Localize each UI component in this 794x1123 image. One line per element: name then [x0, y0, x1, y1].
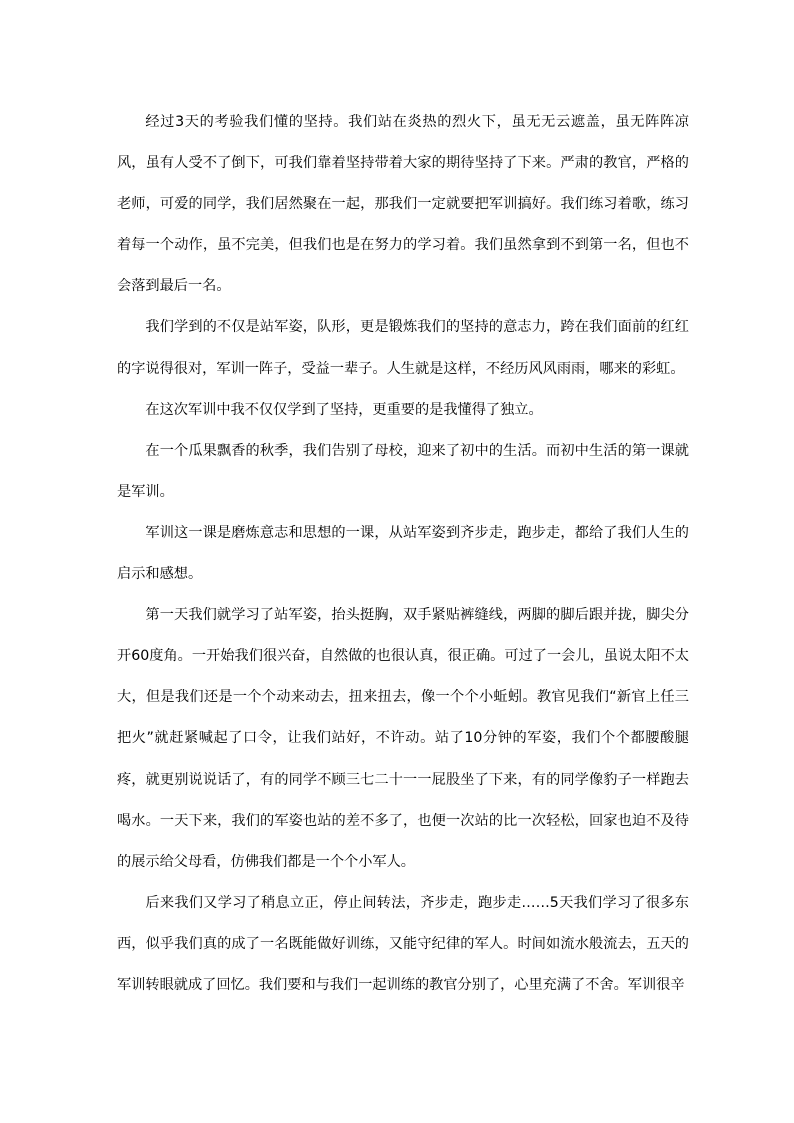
document-body [117, 102, 689, 1006]
paragraph-7: 后来我们又学习了稍息立正，停止间转法，齐步走，跑步走……5天我们学习了很多东西，似乎我们真的成了一名既能做好训练，又能守纪律的军人。时间如流水般流去，五天的军训转眼就成了回忆。我们要和与我们一起训练的教官分别了，心里充满了不舍。军训很辛 [117, 894, 689, 993]
paragraph-4: 在一个瓜果飘香的秋季，我们告别了母校，迎来了初中的生活。而初中生活的第一课就是军训。 [117, 442, 689, 500]
paragraph-3: 在这次军训中我不仅仅学到了坚持，更重要的是我懂得了独立。 [145, 401, 543, 418]
paragraph-1: 经过3天的考验我们懂的坚持。我们站在炎热的烈火下，虽无无云遮盖，虽无阵阵凉风，虽有人受不了倒下，可我们靠着坚持带着大家的期待坚持了下来。严肃的教官，严格的老师，可爱的同学，我们居然聚在一起，那我们一定就要把军训搞好。我们练习着歌，练习着每一个动作，虽不完美，但我们也是在努力的学习着。我们虽然拿到不到第一名，但也不会落到最后一名。 [117, 114, 689, 295]
paragraph-6: 第一天我们就学习了站军姿，抬头挺胸，双手紧贴裤缝线，两脚的脚后跟并拢，脚尖分开60度角。一开始我们很兴奋，自然做的也很认真，很正确。可过了一会儿，虽说太阳不太大，但是我们还是一个个动来动去，扭来扭去，像一个个小蚯蚓。教官见我们“新官上任三把火”就赶紧喊起了口令，让我们站好，不许动。站了10分钟的军姿，我们个个都腰酸腿疼，就更别说说话了，有的同学不顾三七二十一一屁股坐了下来，有的同学像豹子一样跑去喝水。一天下来，我们的军姿也站的差不多了，也便一次站的比一次轻松，回家也迫不及待的展示给父母看，仿佛我们都是一个个小军人。 [117, 607, 689, 870]
paragraph-5: 军训这一课是磨炼意志和思想的一课，从站军姿到齐步走，跑步走，都给了我们人生的启示和感想。 [117, 524, 689, 583]
paragraph-2: 我们学到的不仅是站军姿，队形，更是锻炼我们的坚持的意志力，跨在我们面前的红红的字说得很对，军训一阵子，受益一辈子。人生就是这样，不经历风风雨雨，哪来的彩虹。 [117, 319, 689, 377]
